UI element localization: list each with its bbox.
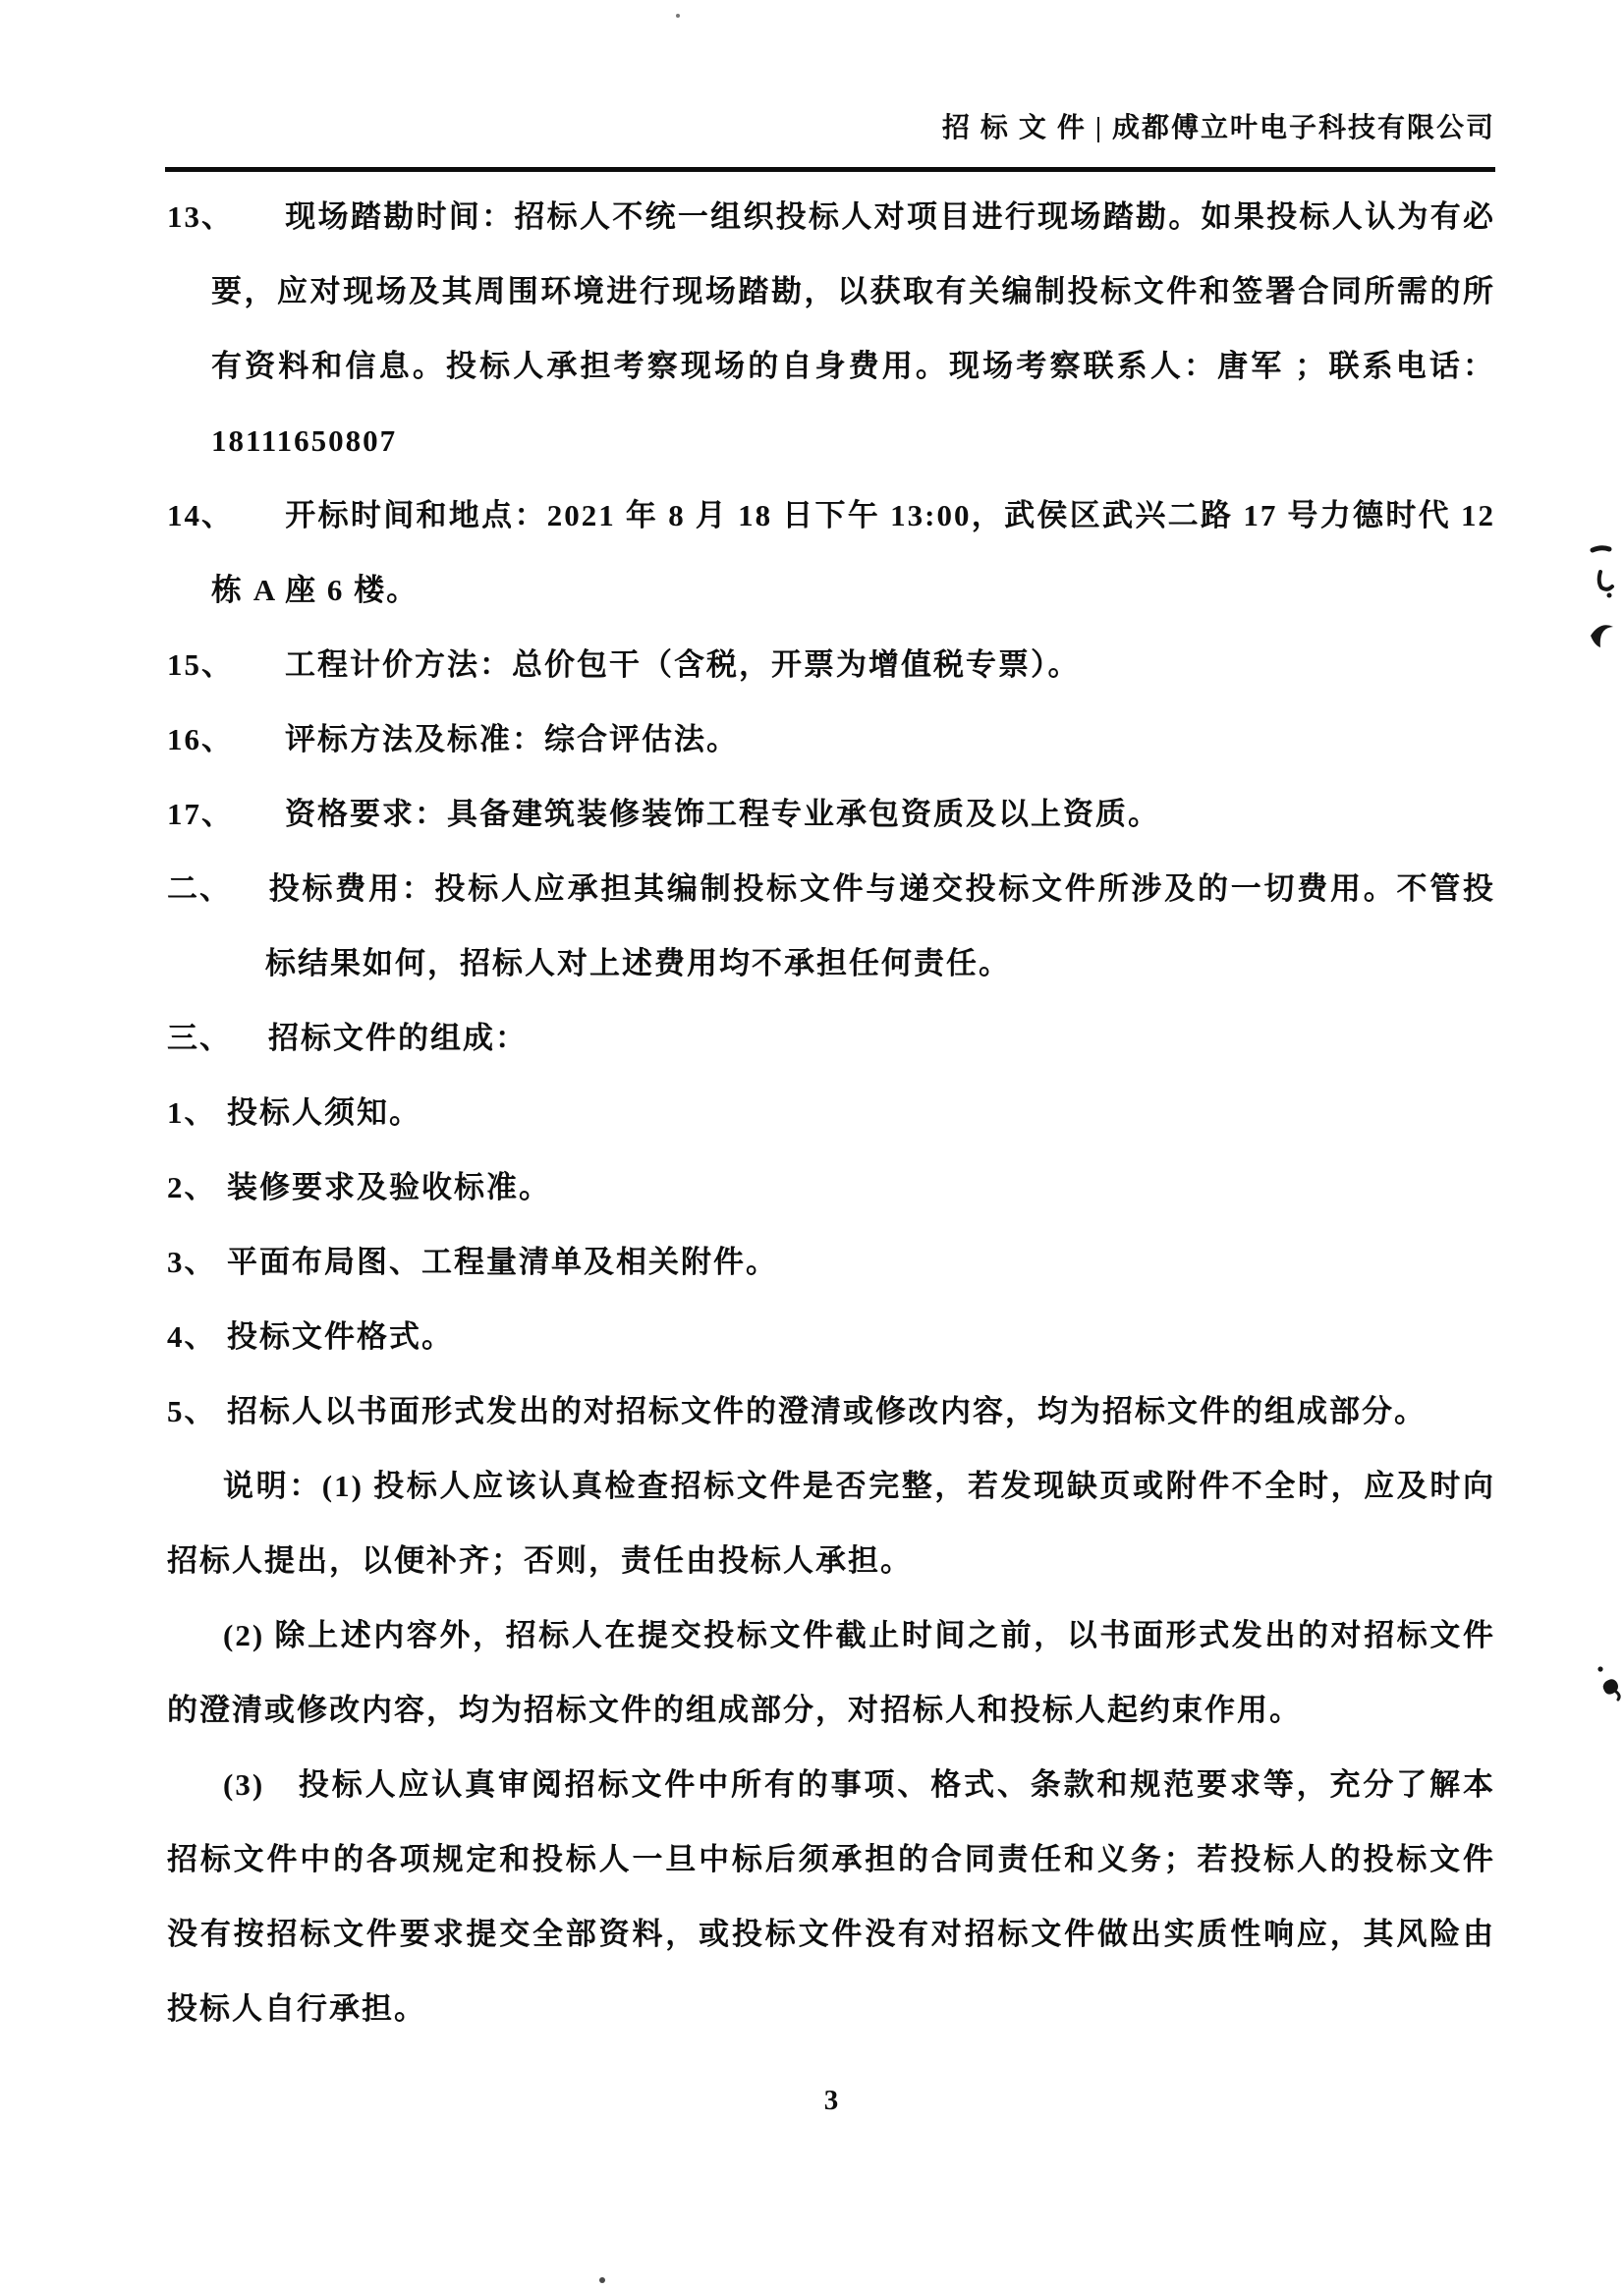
list-item-17 — [167, 777, 1495, 852]
item-text: 工程计价方法：总价包干（含税，开票为增值税专票）。 — [285, 647, 1081, 682]
section-item-2 — [167, 852, 1495, 1001]
sub-item-number: 3、 — [167, 1245, 217, 1279]
sub-item-text: 投标人须知。 — [227, 1095, 421, 1130]
sub-item-text: 招标人以书面形式发出的对招标文件的澄清或修改内容，均为招标文件的组成部分。 — [227, 1394, 1427, 1428]
item-number: 16、 — [167, 722, 234, 756]
sub-item-number: 5、 — [167, 1394, 217, 1428]
item-text: 现场踏勘时间：招标人不统一组织投标人对项目进行现场踏勘。如果投标人认为有必要，应对现场及其周围环境进行现场踏勘，以获取有关编制投标文件和签署合同所需的所有资料和信息。投标人承担考察现场的自身费用。现场考察联系人：唐军 ；联系电话：18111650807 — [211, 199, 1495, 458]
scan-speck — [599, 2277, 605, 2283]
sub-item-number: 1、 — [167, 1095, 217, 1130]
sub-item-text: 投标文件格式。 — [227, 1319, 454, 1354]
sub-item-number: 4、 — [167, 1319, 217, 1354]
list-item-15 — [167, 628, 1495, 702]
section-number: 二、 — [167, 871, 232, 906]
sub-list-item-2 — [167, 1150, 1495, 1225]
page-number: 3 — [823, 2085, 839, 2116]
header-rule — [165, 167, 1495, 172]
header-title: 招 标 文 件 | 成都傅立叶电子科技有限公司 — [941, 113, 1495, 143]
sub-item-text: 装修要求及验收标准。 — [227, 1170, 551, 1204]
section-number: 三、 — [167, 1021, 232, 1055]
item-text: 评标方法及标准：综合评估法。 — [285, 722, 739, 756]
item-text: 资格要求：具备建筑装修装饰工程专业承包资质及以上资质。 — [285, 797, 1160, 831]
scan-speck — [676, 14, 680, 18]
list-item-14 — [167, 478, 1495, 628]
section-text: 投标费用：投标人应承担其编制投标文件与递交投标文件所涉及的一切费用。不管投标结果如何，招标人对上述费用均不承担任何责任。 — [265, 871, 1495, 980]
note-paragraph-3: (3) 投标人应认真审阅招标文件中所有的事项、格式、条款和规范要求等，充分了解本招标文件中的各项规定和投标人一旦中标后须承担的合同责任和义务；若投标人的投标文件没有按招标文件要求提交全部资料，或投标文件没有对招标文件做出实质性响应，其风险由投标人自行承担。 — [167, 1767, 1495, 2026]
item-number: 13、 — [167, 199, 234, 234]
document-content — [167, 180, 1495, 2046]
ink-mark-right-margin — [1584, 542, 1617, 660]
ink-mark-right-lower — [1592, 1662, 1623, 1702]
sub-list-item-4 — [167, 1300, 1495, 1374]
list-item-16 — [167, 702, 1495, 777]
note-paragraph-1: 说明：(1) 投标人应该认真检查招标文件是否完整，若发现缺页或附件不全时，应及时向招标人提出，以便补齐；否则，责任由投标人承担。 — [167, 1469, 1495, 1578]
section-text: 招标文件的组成： — [268, 1021, 528, 1055]
sub-item-number: 2、 — [167, 1170, 217, 1204]
sub-item-text: 平面布局图、工程量清单及相关附件。 — [227, 1245, 778, 1279]
section-item-3 — [167, 1001, 1495, 1076]
note-paragraph-2: (2) 除上述内容外，招标人在提交投标文件截止时间之前，以书面形式发出的对招标文件的澄清或修改内容，均为招标文件的组成部分，对招标人和投标人起约束作用。 — [167, 1618, 1495, 1727]
sub-list-item-5 — [167, 1374, 1495, 1449]
sub-list-item-3 — [167, 1225, 1495, 1300]
sub-list-item-1 — [167, 1076, 1495, 1150]
page-header — [942, 106, 1495, 145]
item-number: 17、 — [167, 797, 234, 831]
item-text: 开标时间和地点：2021 年 8 月 18 日下午 13:00，武侯区武兴二路 17 号力德时代 12 栋 A 座 6 楼。 — [211, 498, 1495, 607]
item-number: 15、 — [167, 647, 234, 682]
item-number: 14、 — [167, 498, 234, 532]
list-item-13 — [167, 180, 1495, 478]
